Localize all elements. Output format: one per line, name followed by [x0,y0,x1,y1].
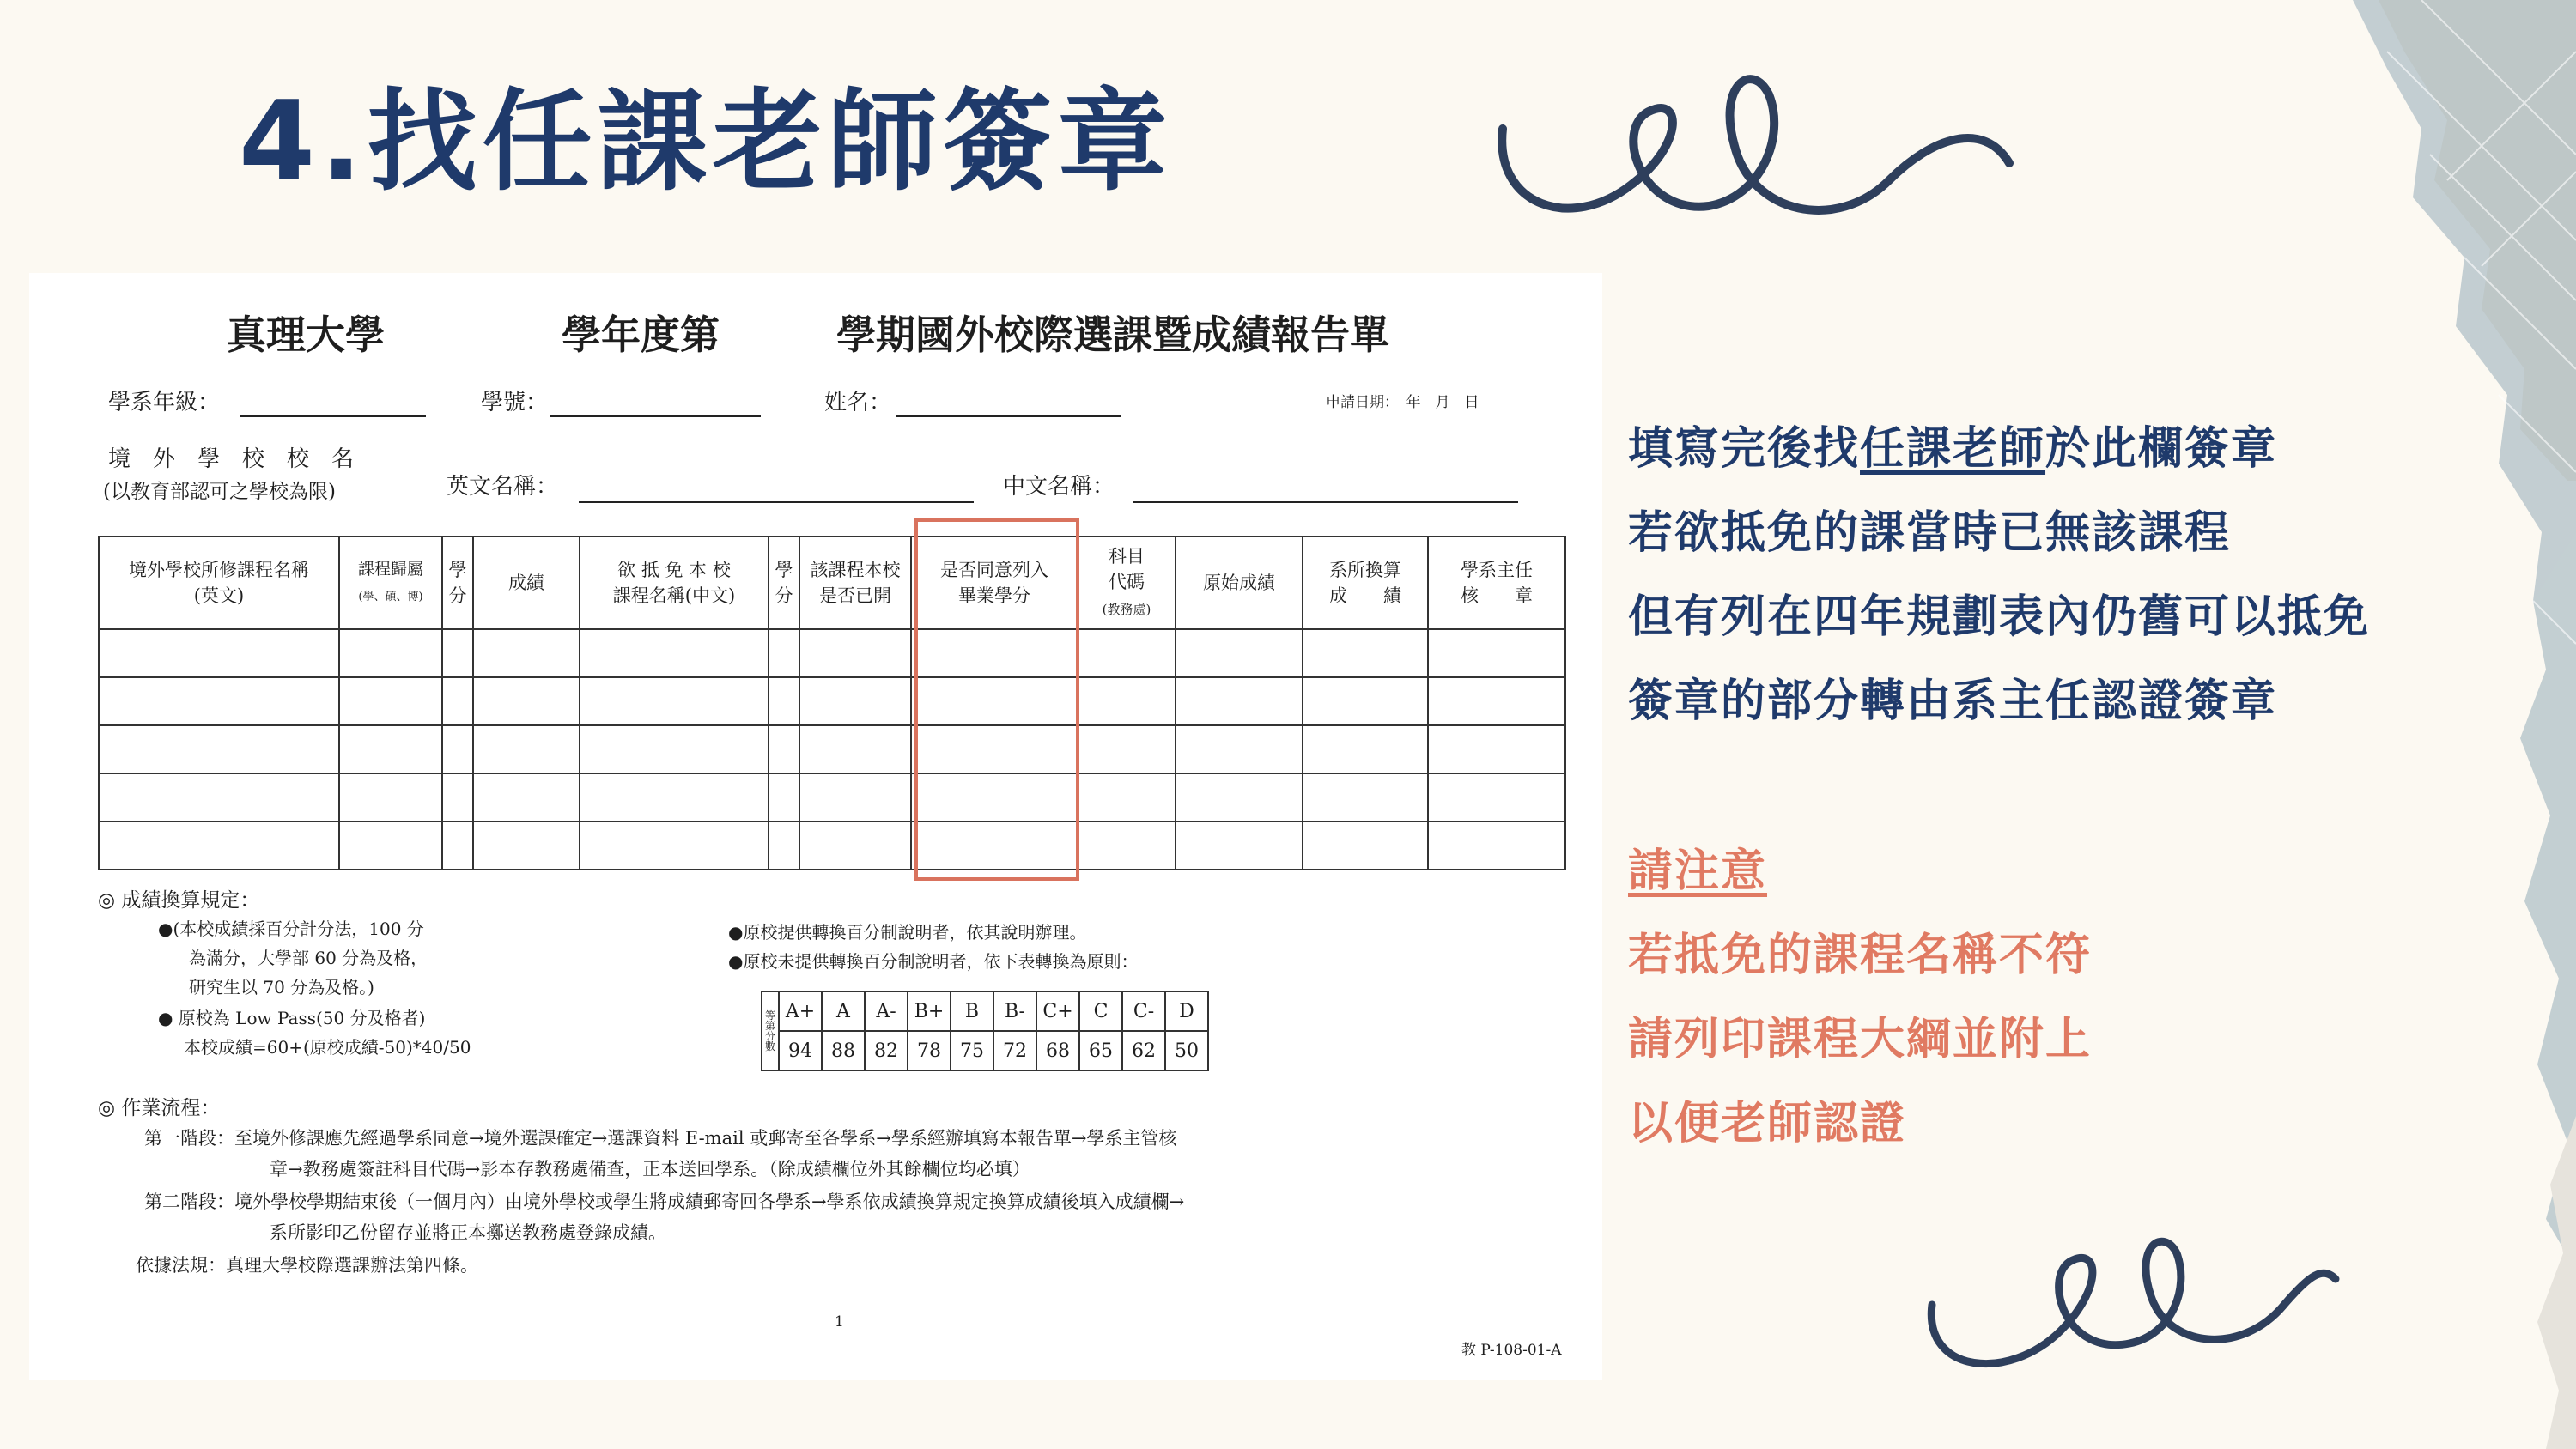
table-row [99,629,1565,677]
table-row [99,725,1565,773]
table-row [99,822,1565,870]
process-heading: ◎ 作業流程： [98,1097,221,1119]
col-course-offered: 該課程本校 是否已開 [799,537,911,629]
course-report-form [29,273,1602,1380]
warning-line-3: 以便老師認證 [1628,1098,1907,1149]
table-row [99,677,1565,725]
process-stage2-line2: 系所影印乙份留存並將正本擲送教務處登錄成績。 [270,1222,666,1243]
swirl-decoration-top [1477,34,2044,240]
grade-letter: B+ [908,991,951,1031]
col-course-level: 課程歸屬 (學、碩、博) [339,537,442,629]
grade-score: 82 [865,1031,908,1070]
col-grade: 成績 [473,537,580,629]
page-number: 1 [835,1313,844,1331]
conversion-rule-1a: ●(本校成績採百分計分法，100 分 [158,919,424,939]
col-foreign-course: 境外學校所修課程名稱 (英文) [99,537,339,629]
grade-letter-row [762,991,1208,1031]
grade-letter: B [951,991,993,1031]
swirl-decoration-bottom [1915,1193,2344,1382]
form-school-name: 真理大學 [227,312,385,358]
grade-letter: A [822,991,865,1031]
dept-grade-line [240,415,426,417]
process-stage1-line1: 第一階段：至境外修課應先經過學系同意→境外選課確定→選課資料 E-mail 或郵寄至各學系→學系經辦填寫本報告單→學系主管核 [144,1128,1177,1149]
grade-letter: C- [1122,991,1165,1031]
dept-grade-label: 學系年級： [108,390,221,415]
col-subject-code: 科目 代碼 (教務處) [1078,537,1176,629]
grade-score: 50 [1165,1031,1208,1070]
col-chair-seal: 學系主任 核 章 [1428,537,1565,629]
name-line [896,415,1121,417]
apply-date-label: 申請日期： 年 月 日 [1326,394,1479,411]
conversion-rule-1c: 研究生以 70 分為及格。) [189,977,374,997]
torn-paper-decoration [2318,0,2576,1449]
note-line-2: 若欲抵免的課當時已無該課程 [1628,507,2232,559]
grade-score-row [762,1031,1208,1070]
note-line-1-underlined: 任課老師 [1860,423,2046,475]
chinese-name-line [1133,501,1518,503]
english-name-line [579,501,974,503]
conversion-rule-1b: 為滿分，大學部 60 分為及格， [189,948,428,968]
process-stage2-line1: 第二階段：境外學校學期結束後（一個月內）由境外學校或學生將成績郵寄回各學系→學系依成績換算規定換算成績後填入成績欄→ [144,1191,1185,1212]
course-table-header [99,537,1565,629]
grade-letter: B- [993,991,1036,1031]
grade-score: 65 [1079,1031,1122,1070]
grade-letter: C+ [1036,991,1079,1031]
process-stage1-line2: 章→教務處簽註科目代碼→影本存教務處備查，正本送回學系。（除成績欄位外其餘欄位均必填） [270,1159,1030,1179]
student-id-line [550,415,761,417]
conversion-rule-3: ●原校提供轉換百分制說明者，依其說明辦理。 [728,922,1087,943]
slide-title: 4.找任課老師簽章 [239,78,1173,206]
col-credits: 學 分 [442,537,473,629]
conversion-rule-4: ●原校未提供轉換百分制說明者，依下表轉換為原則： [728,951,1139,972]
col-local-credits: 學 分 [769,537,799,629]
form-year-label: 學年度第 [562,312,720,358]
english-name-label: 英文名稱： [447,474,559,500]
grade-letter: A+ [779,991,822,1031]
grade-score: 94 [779,1031,822,1070]
grade-score: 78 [908,1031,951,1070]
table-row [99,773,1565,822]
grade-score: 72 [993,1031,1036,1070]
conversion-rule-2a: ● 原校為 Low Pass(50 分及格者) [158,1008,426,1028]
grade-letter: C [1079,991,1122,1031]
grade-score: 62 [1122,1031,1165,1070]
signature-column-highlight [914,518,1079,881]
warning-line-2: 請列印課程大綱並附上 [1628,1014,2093,1065]
conversion-rule-2b: 本校成績=60+(原校成績-50)*40/50 [184,1037,471,1058]
foreign-school-note: (以教育部認可之學校為限) [103,481,336,503]
grade-score: 88 [822,1031,865,1070]
col-local-course: 欲 抵 免 本 校 課程名稱(中文) [580,537,769,629]
chinese-name-label: 中文名稱： [1003,474,1115,500]
form-code: 教 P-108-01-A [1461,1342,1562,1359]
foreign-school-label: 境 外 學 校 校 名 [108,446,355,472]
grade-letter: A- [865,991,908,1031]
conversion-heading: ◎ 成績換算規定： [98,889,260,912]
attention-heading: 請注意 [1628,846,1768,897]
grade-table-label: 等第 分數 [762,991,779,1070]
course-table [98,536,1566,870]
note-line-3: 但有列在四年規劃表內仍舊可以抵免 [1628,591,2371,643]
grade-conversion-table [761,991,1209,1071]
grade-score: 68 [1036,1031,1079,1070]
grade-letter: D [1165,991,1208,1031]
col-original-grade: 原始成績 [1176,537,1303,629]
student-id-label: 學號： [481,390,549,415]
col-graduation-credit: 是否同意列入 畢業學分 [911,537,1078,629]
grade-score: 75 [951,1031,993,1070]
col-converted-grade: 系所換算 成 績 [1303,537,1428,629]
name-label: 姓名： [824,390,892,415]
process-law: 依據法規：真理大學校際選課辦法第四條。 [136,1255,478,1276]
note-line-4: 簽章的部分轉由系主任認證簽章 [1628,676,2278,727]
warning-line-1: 若抵免的課程名稱不符 [1628,930,2093,981]
note-line-1: 填寫完後找任課老師於此欄簽章 [1628,423,2278,475]
form-report-title: 學期國外校際選課暨成績報告單 [836,312,1389,358]
